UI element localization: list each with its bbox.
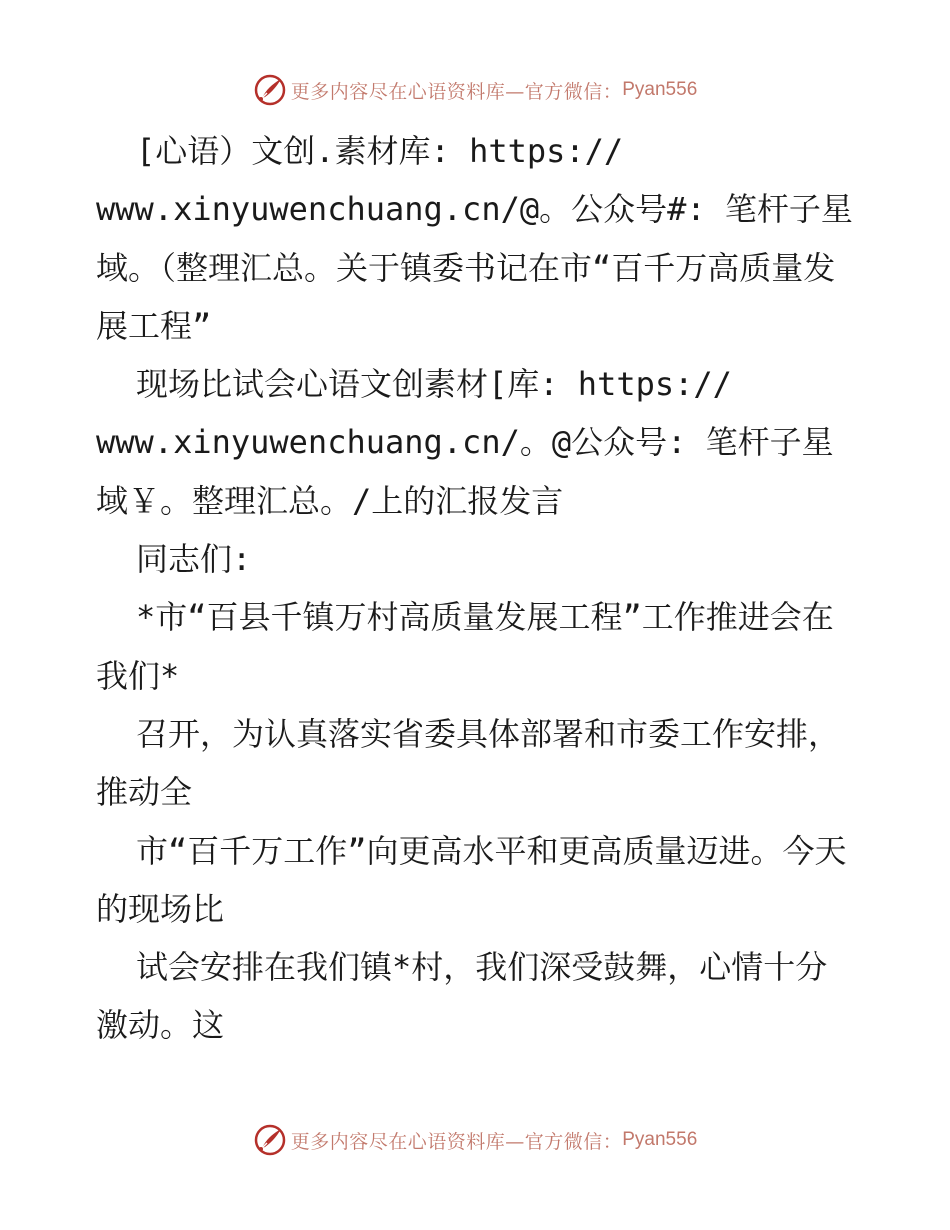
- red-quill-logo-icon: [253, 1123, 287, 1157]
- header-banner: [0, 70, 950, 110]
- paragraph-body-1: *市“百县千镇万村高质量发展工程”工作推进会在我们*: [96, 598, 834, 695]
- footer-banner: [0, 1120, 950, 1160]
- paragraph-body-2: 召开，为认真落实省委具体部署和市委工作安排，推动全: [96, 714, 841, 812]
- header-wechat-id: Pyan556: [622, 79, 698, 100]
- paragraph-body-3: 市“百千万工作”向更高水平和更高质量迈进。今天的现场比: [96, 831, 847, 928]
- paragraph-body-4: 试会安排在我们镇*村，我们深受鼓舞，心情十分激动。这: [96, 948, 828, 1045]
- paragraph-salutation: 同志们:: [136, 540, 252, 579]
- paragraph-source-line-2: 现场比试会心语文创素材[库: https://: [136, 365, 732, 404]
- paragraph-source-line-1: [心语）文创.素材库: https://: [136, 132, 624, 170]
- footer-wechat-id: Pyan556: [622, 1129, 698, 1150]
- paragraph-subtitle: www.xinyuwenchuang.cn/。@公众号: 笔杆子星域￥。整理汇总。/上的汇报发言: [96, 423, 834, 520]
- red-quill-logo-icon: [253, 73, 287, 107]
- document-body: [96, 122, 856, 1055]
- footer-promo-text: 更多内容尽在心语资料库—官方微信：: [290, 1130, 623, 1153]
- paragraph-title: www.xinyuwenchuang.cn/@。公众号#: 笔杆子星域。（整理汇总。关于镇委书记在市“百千万高质量发展工程”: [96, 190, 853, 345]
- header-promo-text: 更多内容尽在心语资料库—官方微信：: [290, 80, 623, 103]
